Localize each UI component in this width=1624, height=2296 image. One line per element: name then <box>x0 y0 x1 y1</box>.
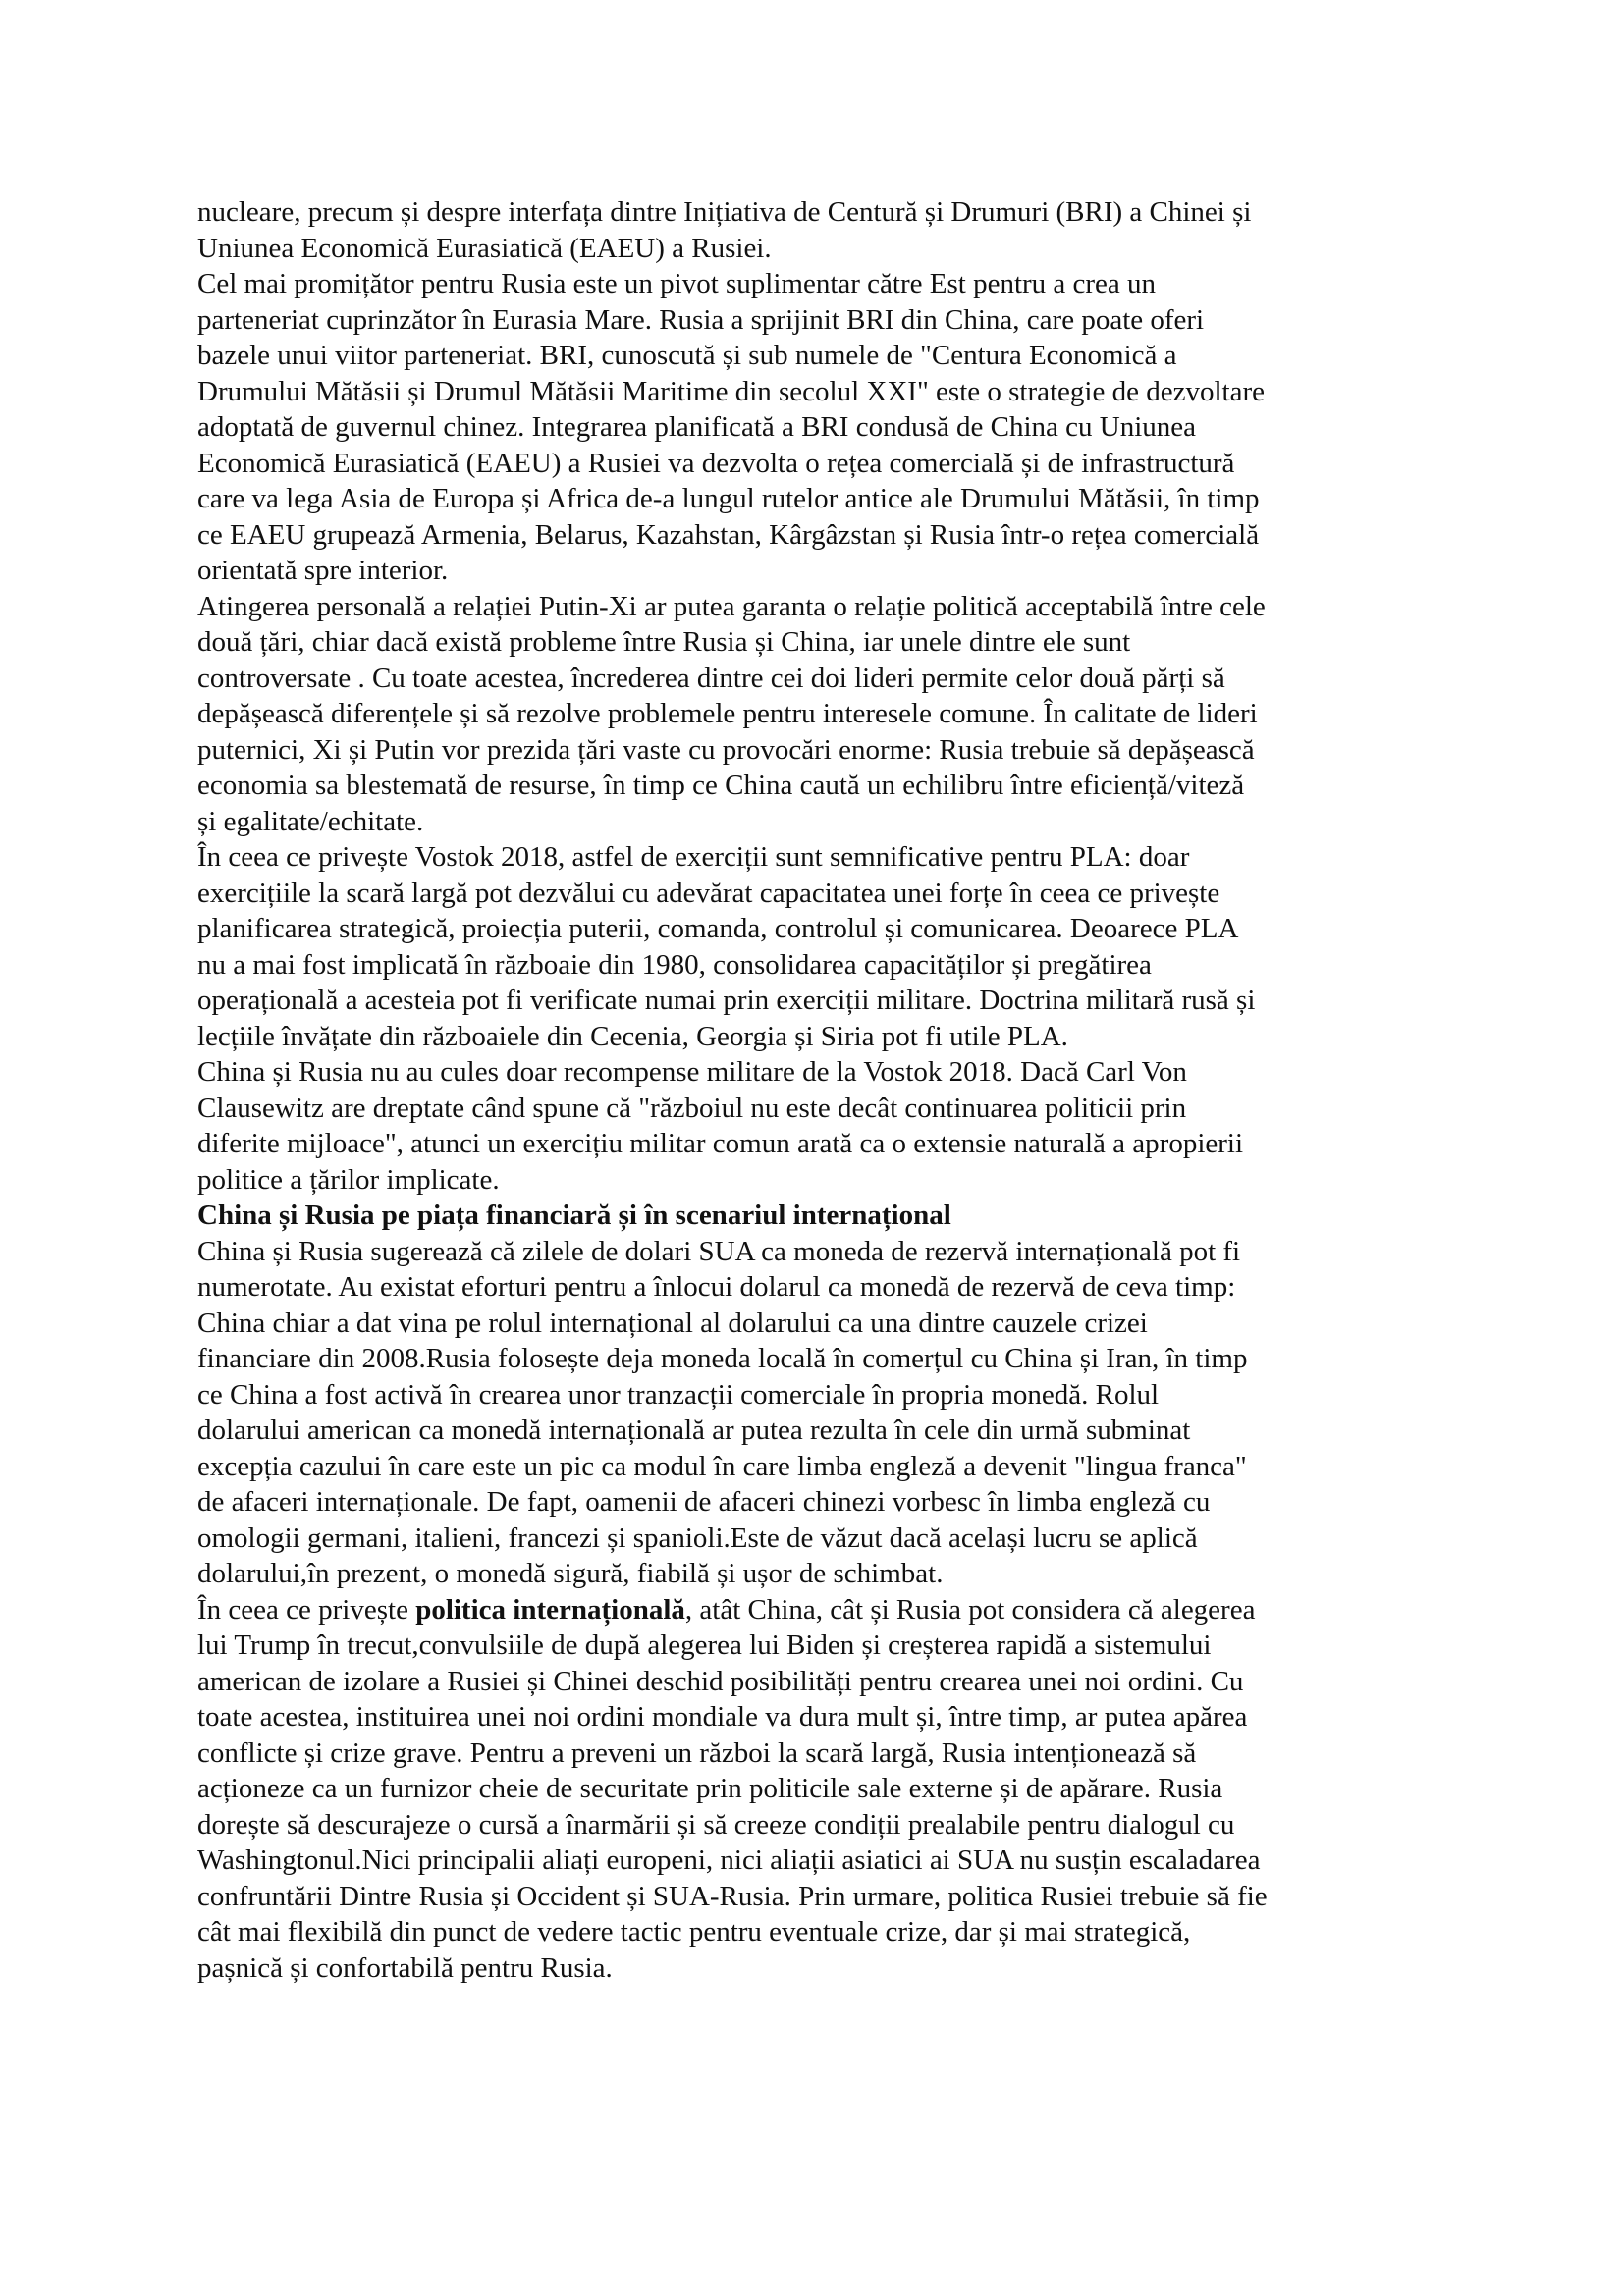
text-line: adoptată de guvernul chinez. Integrarea planificată a BRI condusă de China cu Uniunea <box>197 411 1196 443</box>
text-line: lui Trump în trecut,convulsiile de după alegerea lui Biden și creșterea rapidă a sistemului <box>197 1629 1212 1661</box>
text-line: În ceea ce privește Vostok 2018, astfel de exerciții sunt semnificative pentru PLA: doar <box>197 841 1190 873</box>
text-line: excepția cazului în care este un pic ca modul în care limba engleză a devenit "lingua franca" <box>197 1450 1247 1482</box>
text-line: Washingtonul.Nici principalii aliați europeni, nici aliații asiatici ai SUA nu susțin escaladarea <box>197 1844 1261 1876</box>
bold-phrase: politica internațională <box>415 1593 685 1626</box>
text-line: Uniunea Economică Eurasiatică (EAEU) a Rusiei. <box>197 232 772 264</box>
text-line: Drumului Mătăsii și Drumul Mătăsii Maritime din secolul XXI" este o strategie de dezvoltare <box>197 375 1265 407</box>
text-line: pașnică și confortabilă pentru Rusia. <box>197 1951 613 1984</box>
text-line: de afaceri internaționale. De fapt, oamenii de afaceri chinezi vorbesc în limba engleză cu <box>197 1486 1211 1518</box>
text-line: lecțiile învățate din războaiele din Cecenia, Georgia și Siria pot fi utile PLA. <box>197 1020 1068 1052</box>
text-segment: , atât China, cât și Rusia pot considera că alegerea <box>684 1593 1256 1626</box>
paragraph-4 <box>197 839 1436 1054</box>
text-line: omologii germani, italieni, francezi și spanioli.Este de văzut dacă același lucru se aplică <box>197 1522 1198 1554</box>
text-line: numerotate. Au existat eforturi pentru a înlocui dolarul ca monedă de rezervă de ceva timp: <box>197 1271 1236 1303</box>
text-line: american de izolare a Rusiei și Chinei deschid posibilități pentru crearea unei noi ordini. Cu <box>197 1665 1244 1697</box>
text-line: acționeze ca un furnizor cheie de securitate prin politicile sale externe și de apărare. Rusia <box>197 1773 1223 1804</box>
text-line: cât mai flexibilă din punct de vedere tactic pentru eventuale crize, dar și mai strategică, <box>197 1916 1191 1948</box>
text-line: dolarului,în prezent, o monedă sigură, fiabilă și ușor de schimbat. <box>197 1558 944 1589</box>
text-segment: În ceea ce privește <box>197 1593 416 1626</box>
paragraph-3 <box>197 589 1436 840</box>
text-line: nu a mai fost implicată în războaie din 1980, consolidarea capacităților și pregătirea <box>197 948 1152 981</box>
text-line: ce EAEU grupează Armenia, Belarus, Kazahstan, Kârgâzstan și Rusia într-o rețea comercială <box>197 518 1260 551</box>
text-line: economia sa blestemată de resurse, în timp ce China caută un echilibru între eficiență/viteză <box>197 770 1245 801</box>
text-line: controversate . Cu toate acestea, încrederea dintre cei doi lideri permite celor două părți să <box>197 662 1225 694</box>
text-line: ce China a fost activă în crearea unor tranzacții comerciale în propria monedă. Rolul <box>197 1378 1160 1411</box>
paragraph-1 <box>197 194 1436 266</box>
section-heading <box>197 1198 1436 1234</box>
paragraph-7 <box>197 1592 1436 1987</box>
text-line: dorește să descurajeze o cursă a înarmării și să creeze condiții prealabile pentru dialogul cu <box>197 1808 1235 1841</box>
text-line: operațională a acesteia pot fi verificate numai prin exerciții militare. Doctrina militară rusă și <box>197 985 1256 1016</box>
text-line: nucleare, precum și despre interfața dintre Inițiativa de Centură și Drumuri (BRI) a Chinei și <box>197 196 1252 228</box>
section-heading-text: China și Rusia pe piața financiară și în scenariul internațional <box>197 1200 951 1231</box>
text-line: conflicte și crize grave. Pentru a preveni un război la scară largă, Rusia intenționează să <box>197 1736 1197 1769</box>
text-line: și egalitate/echitate. <box>197 805 424 837</box>
paragraph-2 <box>197 266 1436 589</box>
text-line: politice a țărilor implicate. <box>197 1163 500 1196</box>
text-line: financiare din 2008.Rusia folosește deja moneda locală în comerțul cu China și Iran, în timp <box>197 1343 1248 1374</box>
text-line: Cel mai promițător pentru Rusia este un pivot suplimentar către Est pentru a crea un <box>197 268 1157 299</box>
text-line: Economică Eurasiatică (EAEU) a Rusiei va dezvolta o rețea comercială și de infrastructură <box>197 447 1235 479</box>
text-line: exercițiile la scară largă pot dezvălui cu adevărat capacitatea unei forțe în ceea ce privește <box>197 877 1220 909</box>
text-line: Atingerea personală a relației Putin-Xi ar putea garanta o relație politică acceptabilă între cele <box>197 590 1266 622</box>
text-line: China și Rusia nu au cules doar recompense militare de la Vostok 2018. Dacă Carl Von <box>197 1056 1187 1088</box>
document-page <box>197 194 1436 1986</box>
text-line: planificarea strategică, proiecția puterii, comanda, controlul și comunicarea. Deoarece PLA <box>197 913 1239 944</box>
text-line: China și Rusia sugerează că zilele de dolari SUA ca moneda de rezervă internațională pot fi <box>197 1235 1241 1267</box>
text-line: care va lega Asia de Europa și Africa de-a lungul rutelor antice ale Drumului Mătăsii, în timp <box>197 483 1260 514</box>
text-line <box>197 1592 1436 1629</box>
text-line: orientată spre interior. <box>197 555 449 586</box>
text-line: dolarului american ca monedă internațională ar putea rezulta în cele din urmă subminat <box>197 1415 1191 1446</box>
text-line: China chiar a dat vina pe rolul internațional al dolarului ca una dintre cauzele crizei <box>197 1307 1148 1339</box>
text-line: bazele unui viitor parteneriat. BRI, cunoscută și sub numele de "Centura Economică a <box>197 340 1177 371</box>
paragraph-6 <box>197 1234 1436 1592</box>
text-line: confruntării Dintre Rusia și Occident și SUA-Rusia. Prin urmare, politica Rusiei trebuie să fie <box>197 1880 1268 1912</box>
paragraph-5 <box>197 1054 1436 1198</box>
text-line: diferite mijloace", atunci un exercițiu militar comun arată ca o extensie naturală a apropierii <box>197 1128 1244 1159</box>
text-line: depășească diferențele și să rezolve problemele pentru interesele comune. În calitate de lideri <box>197 698 1258 729</box>
text-line: toate acestea, instituirea unei noi ordini mondiale va dura mult și, între timp, ar putea apărea <box>197 1701 1248 1733</box>
text-line: puternici, Xi și Putin vor prezida țări vaste cu provocări enorme: Rusia trebuie să depășească <box>197 733 1255 766</box>
text-line: parteneriat cuprinzător în Eurasia Mare. Rusia a sprijinit BRI din China, care poate oferi <box>197 303 1205 336</box>
text-line: două țări, chiar dacă există probleme între Rusia și China, iar unele dintre ele sunt <box>197 626 1131 658</box>
text-line: Clausewitz are dreptate când spune că "războiul nu este decât continuarea politicii prin <box>197 1092 1187 1124</box>
